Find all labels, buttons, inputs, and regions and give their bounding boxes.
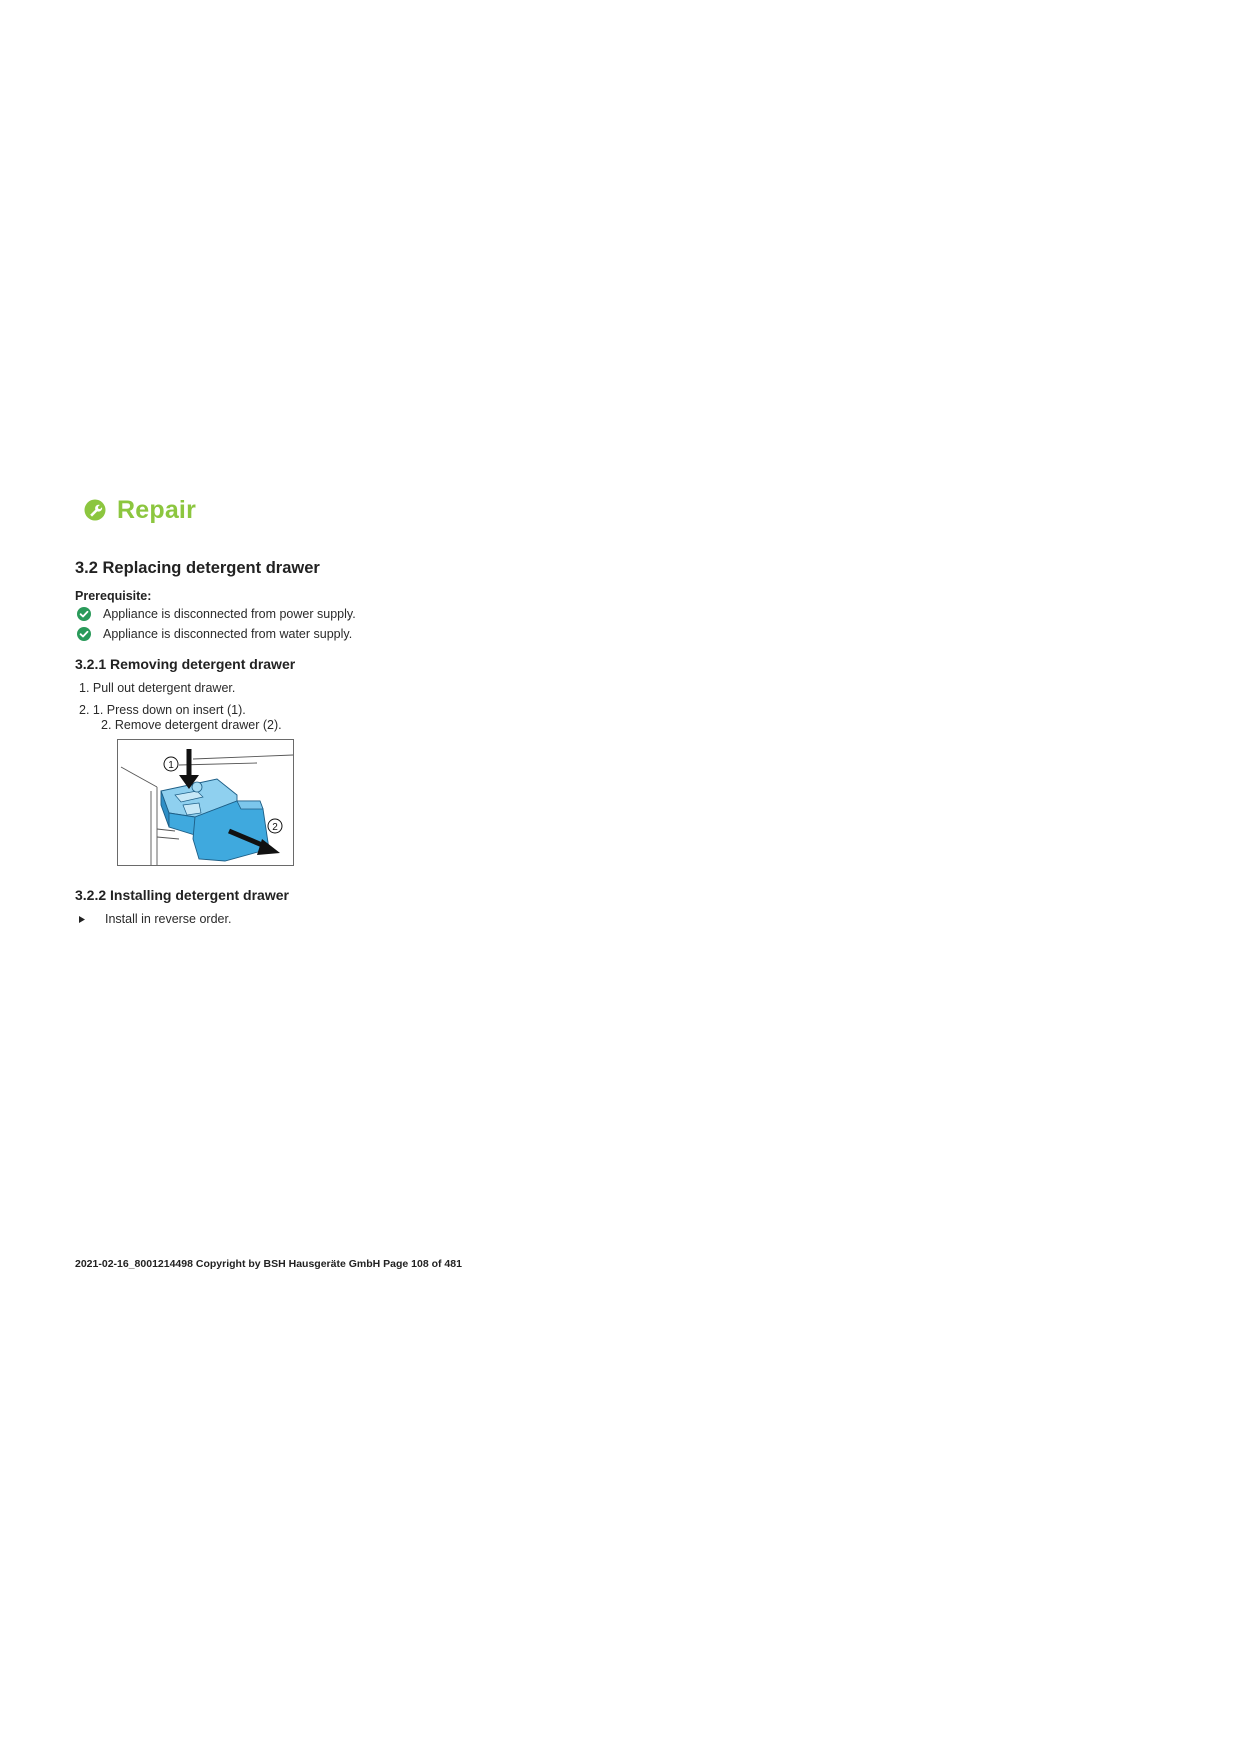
repair-header bbox=[84, 490, 196, 530]
section-title: 3.2 Replacing detergent drawer bbox=[75, 559, 320, 577]
triangle-bullet-icon bbox=[79, 916, 85, 923]
step-item: 1. Pull out detergent drawer. bbox=[79, 681, 236, 695]
prerequisite-label: Prerequisite: bbox=[75, 589, 152, 603]
step-item: 2. 1. Press down on insert (1). bbox=[79, 703, 246, 717]
prerequisite-item bbox=[77, 607, 356, 621]
check-circle-icon bbox=[77, 627, 91, 641]
step-item: 2. Remove detergent drawer (2). bbox=[101, 718, 282, 732]
subsection-title-removing: 3.2.1 Removing detergent drawer bbox=[75, 656, 296, 672]
detergent-drawer-illustration bbox=[117, 739, 294, 866]
instruction-text: Install in reverse order. bbox=[105, 912, 232, 926]
callout-1: 1 bbox=[168, 760, 174, 771]
check-circle-icon bbox=[77, 607, 91, 621]
prerequisite-item bbox=[77, 627, 352, 641]
instruction-item bbox=[79, 912, 231, 926]
subsection-title-installing: 3.2.2 Installing detergent drawer bbox=[75, 887, 289, 903]
page-footer: 2021-02-16_8001214498 Copyright by BSH Hausgeräte GmbH Page 108 of 481 bbox=[75, 1258, 462, 1270]
callout-2: 2 bbox=[272, 822, 278, 833]
prerequisite-text: Appliance is disconnected from power supply. bbox=[103, 607, 356, 621]
prerequisite-text: Appliance is disconnected from water supply. bbox=[103, 627, 353, 641]
page-title: Repair bbox=[117, 495, 197, 524]
wrench-icon bbox=[84, 499, 106, 521]
